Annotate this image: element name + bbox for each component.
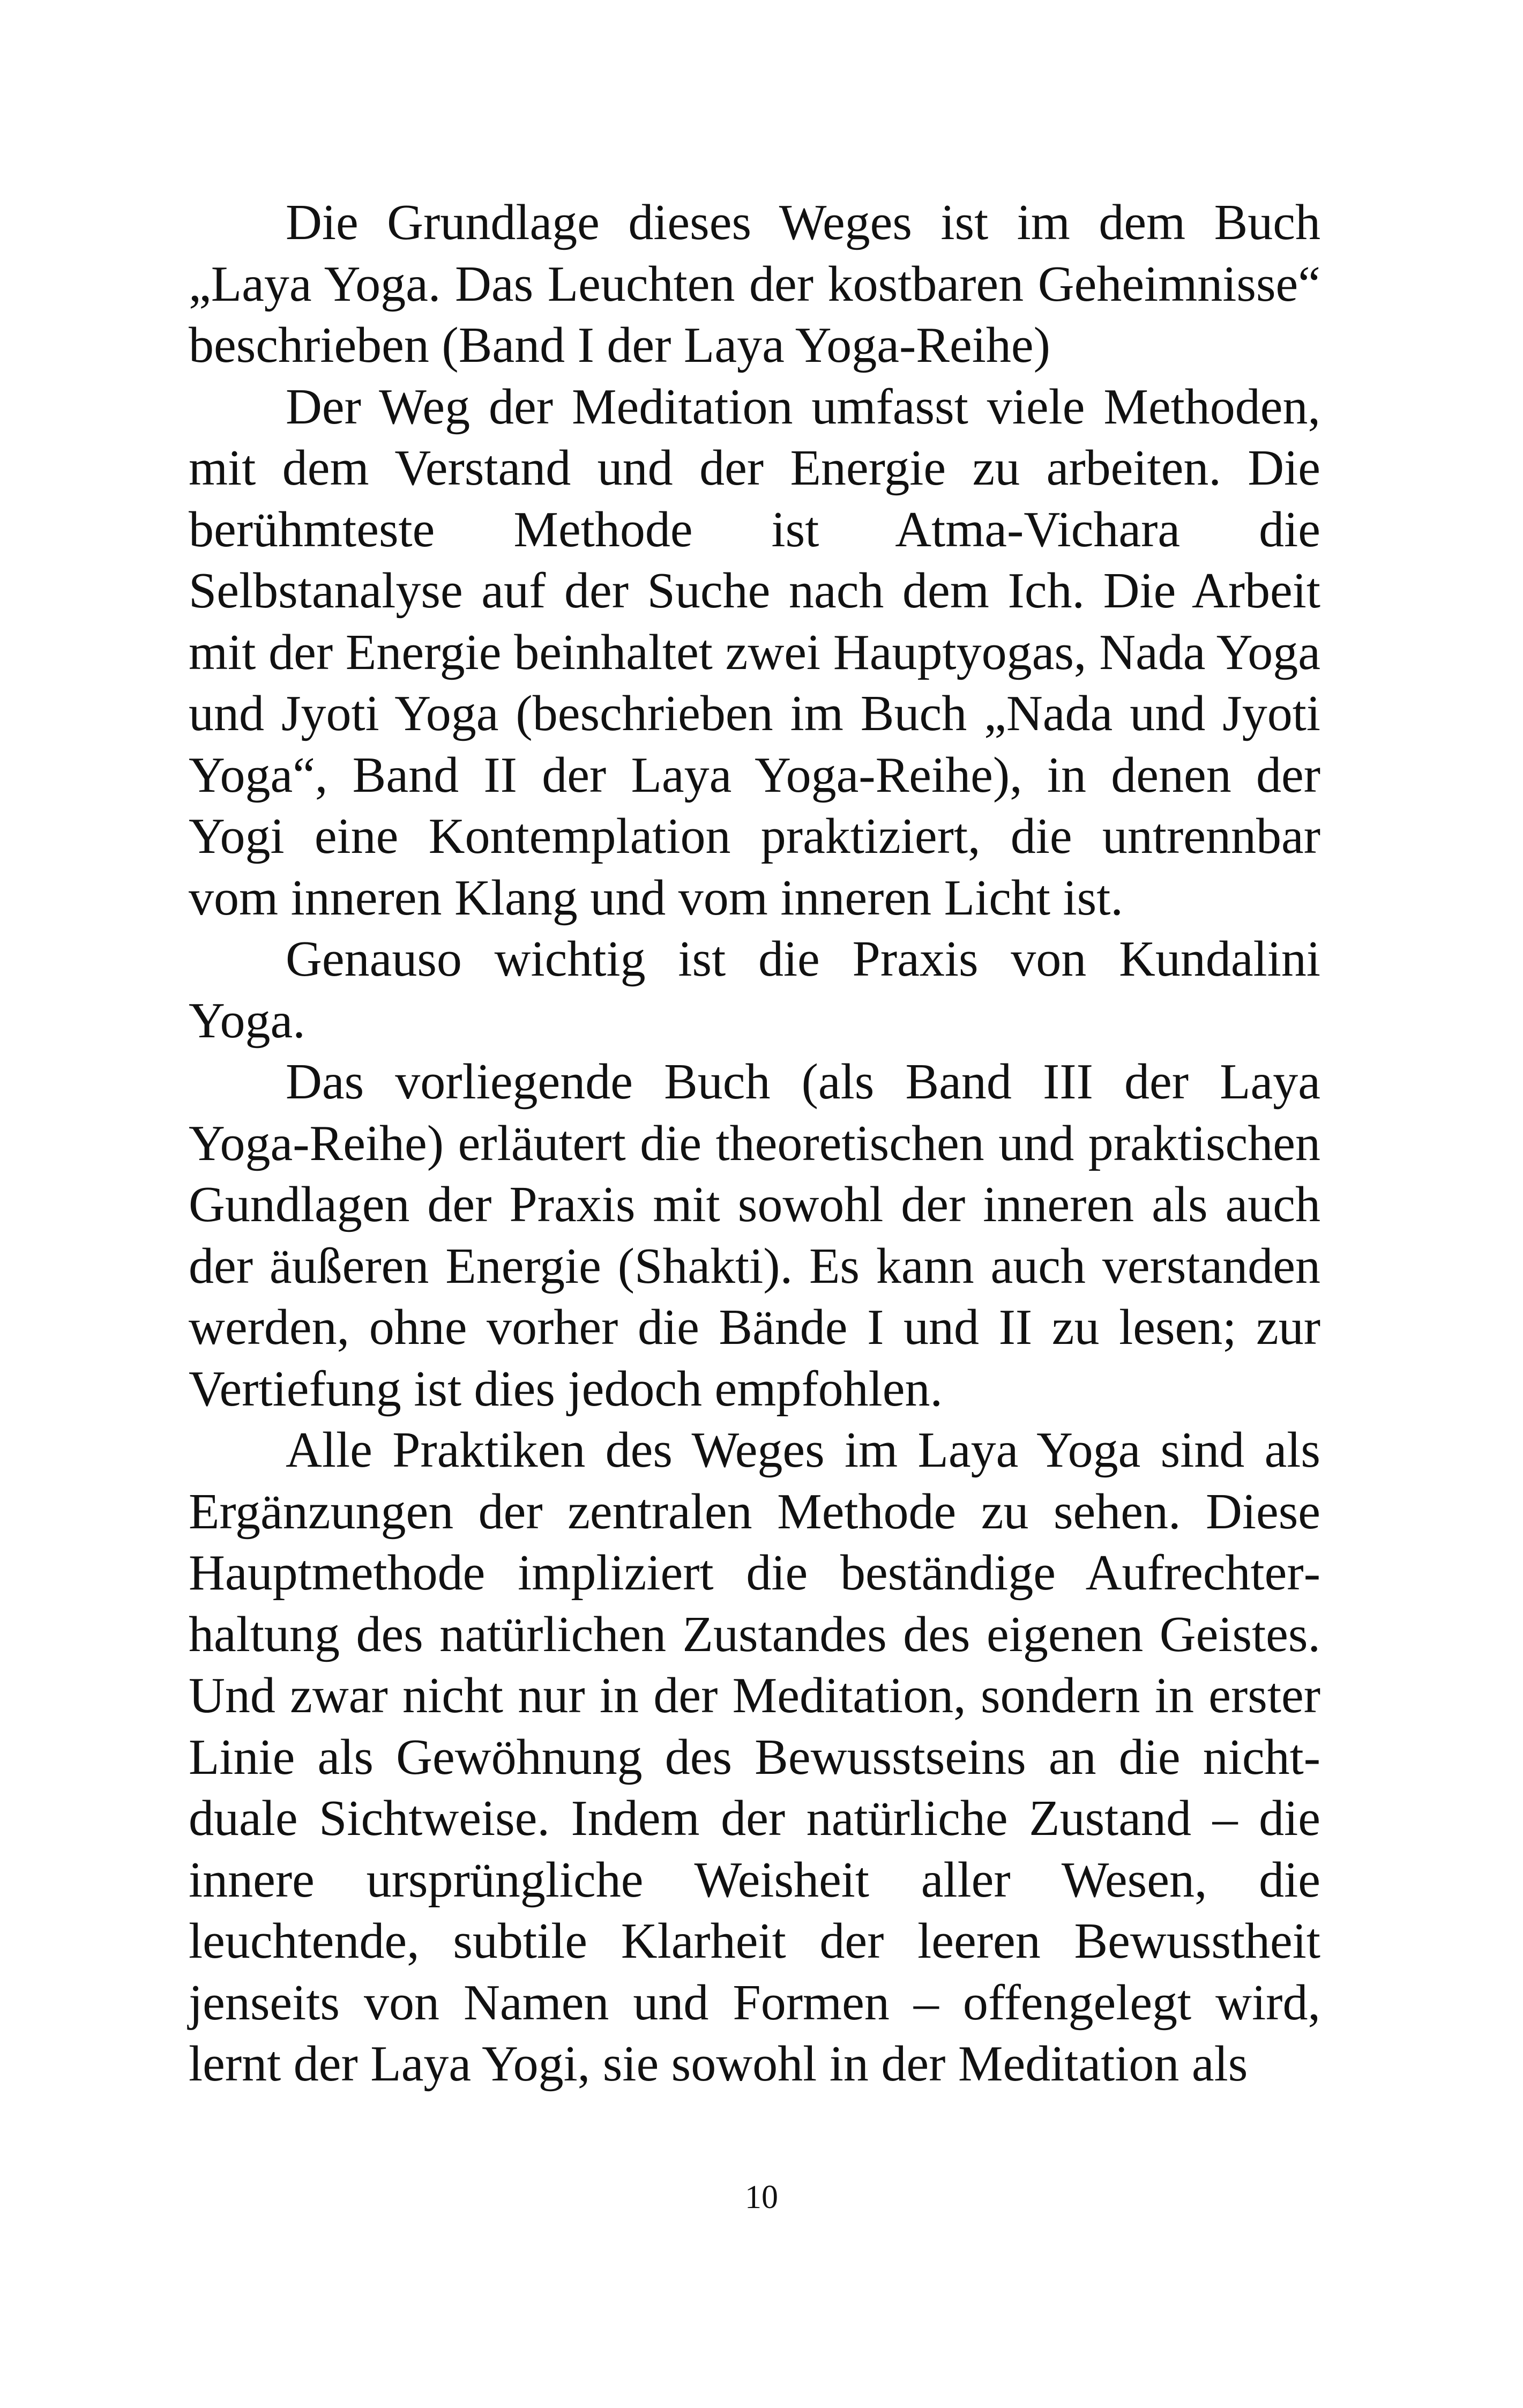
body-text (189, 192, 1320, 2095)
page-number: 10 (745, 2179, 778, 2216)
paragraph-4: Das vorliegende Buch (als Band III der Laya Yoga-Reihe) erläutert die theoretischen und praktischen Gundlagen der Praxis mit sowohl der inneren als auch der äußeren Energie (Shakti). Es kann auch verstanden werden, ohne vorher die Bände I und II zu lesen; zur Vertiefung ist dies jedoch empfohlen. (189, 1054, 1320, 1417)
paragraph-5: Alle Praktiken des Weges im Laya Yoga sind als Ergänzungen der zentralen Methode zu sehen. Diese Hauptmethode impliziert die beständige Aufrechterhaltung des natürlichen Zustandes des eigenen Geistes. Und zwar nicht nur in der Meditation, sondern in erster Linie als Gewöhnung des Bewusstseins an die nicht-duale Sichtweise. Indem der natürliche Zustand – die innere ursprüngliche Weisheit aller Wesen, die leuchtende, subtile Klarheit der leeren Bewusstheit jenseits von Namen und Formen – offengelegt wird, lernt der Laya Yogi, sie sowohl in der Meditation als (189, 1422, 1320, 2092)
paragraph-3: Genauso wichtig ist die Praxis von Kundalini Yoga. (189, 931, 1320, 1049)
paragraph-2: Der Weg der Meditation umfasst viele Methoden, mit dem Verstand und der Energie zu arbeiten. Die berühmteste Methode ist Atma-Vichara die Selbstanalyse auf der Suche nach dem Ich. Die Arbeit mit der Energie beinhaltet zwei Hauptyogas, Nada Yoga und Jyoti Yoga (beschrieben im Buch „Nada und Jyoti Yoga“, Band II der Laya Yoga-Reihe), in denen der Yogi eine Kontemplation praktiziert, die untrennbar vom inneren Klang und vom inneren Licht ist. (189, 378, 1320, 926)
paragraph-1: Die Grundlage dieses Weges ist im dem Buch „Laya Yoga. Das Leuchten der kostbaren Geheimnisse“ beschrieben (Band I der Laya Yoga-Reihe) (189, 195, 1320, 373)
